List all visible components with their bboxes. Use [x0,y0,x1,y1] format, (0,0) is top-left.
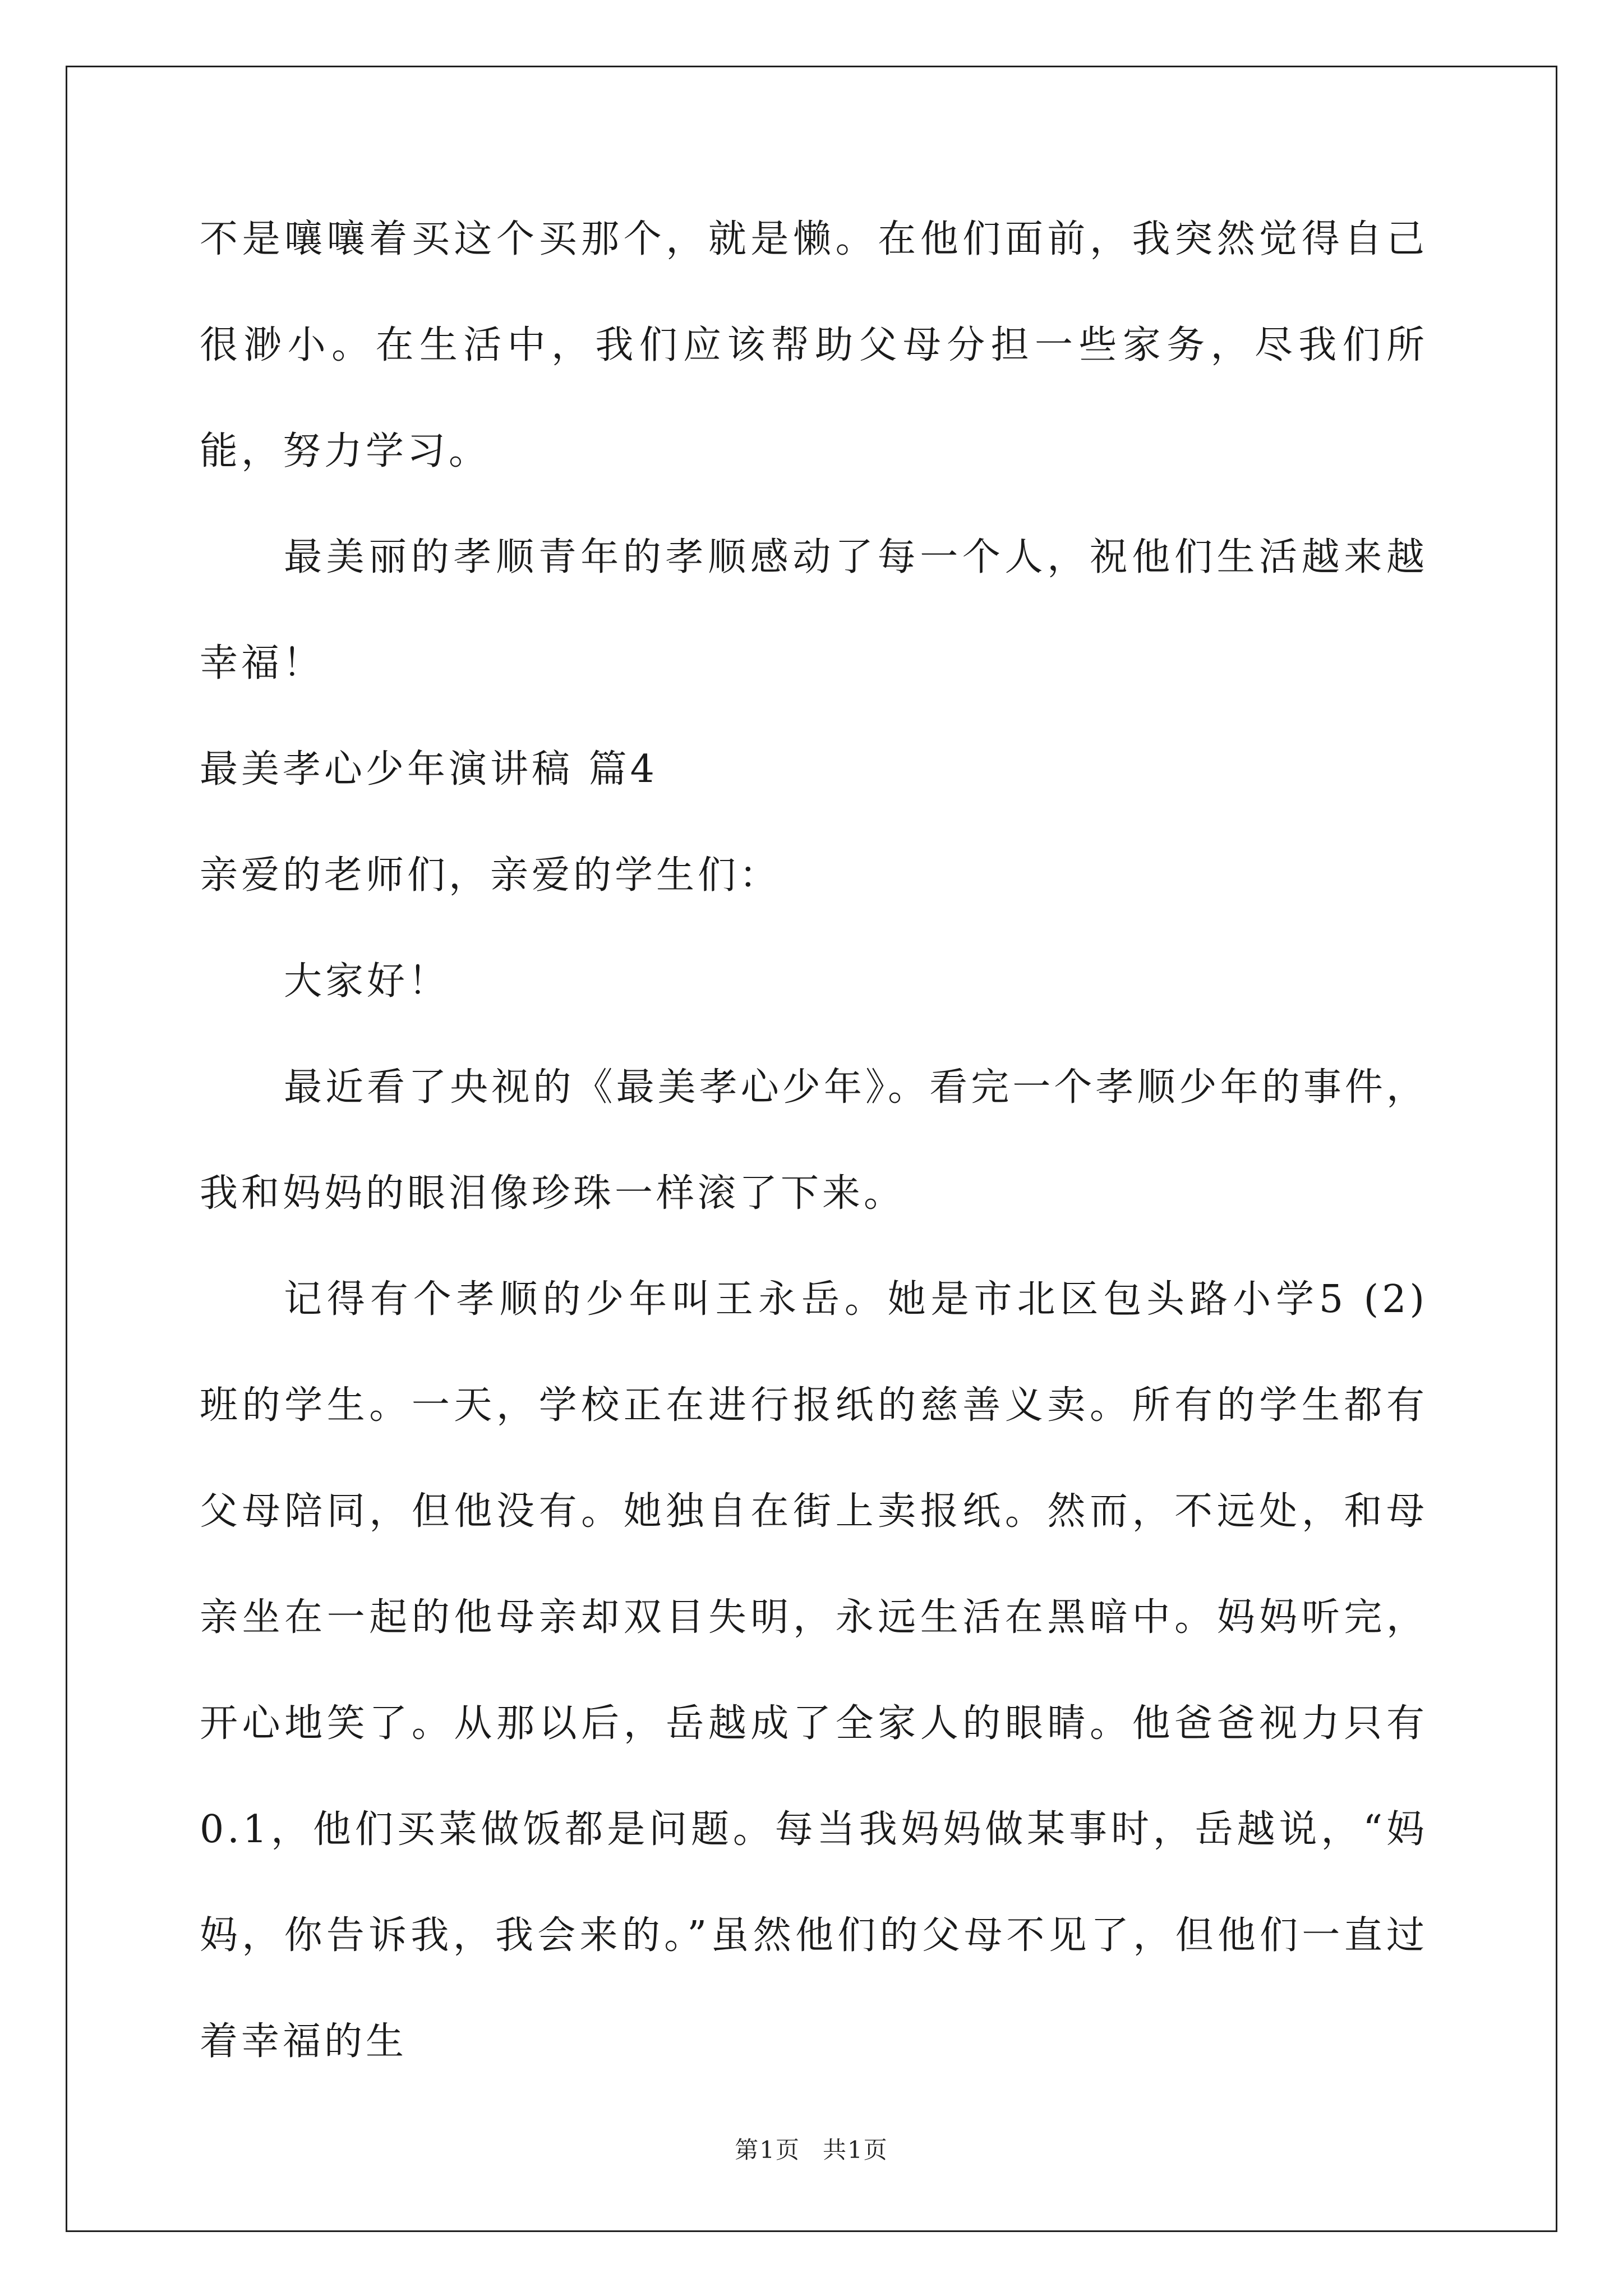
paragraph-3: 最近看了央视的《最美孝心少年》。看完一个孝顺少年的事件，我和妈妈的眼泪像珍珠一样滚了下来。 [200,1065,1428,1216]
greeting: 大家好！ [284,959,450,1004]
paragraph-4: 记得有个孝顺的少年叫王永岳。她是市北区包头路小学5 (2)班的学生。一天，学校正在进行报纸的慈善义卖。所有的学生都有父母陪同，但他没有。她独自在街上卖报纸。然而，不远处，和母亲坐在一起的他母亲却双目失明，永远生活在黑暗中。妈妈听完，开心地笑了。从那以后，岳越成了全家人的眼睛。他爸爸视力只有0.1，他们买菜做饭都是问题。每当我妈妈做某事时，岳越说，“妈妈，你告诉我，我会来的。”虽然他们的父母不见了，但他们一直过着幸福的生 [200,1277,1428,2064]
salutation: 亲爱的老师们，亲爱的学生们： [200,853,781,898]
paragraph-1: 不是嚷嚷着买这个买那个，就是懒。在他们面前，我突然觉得自己很渺小。在生活中，我们应该帮助父母分担一些家务，尽我们所能，努力学习。 [200,217,1428,473]
page-total: 共1页 [823,2136,888,2164]
page-footer [0,2132,1623,2165]
page-number: 第1页 [735,2136,800,2164]
section-heading: 最美孝心少年演讲稿 篇4 [200,747,658,792]
document-body [200,186,1428,2095]
paragraph-2: 最美丽的孝顺青年的孝顺感动了每一个人，祝他们生活越来越幸福！ [200,535,1428,685]
